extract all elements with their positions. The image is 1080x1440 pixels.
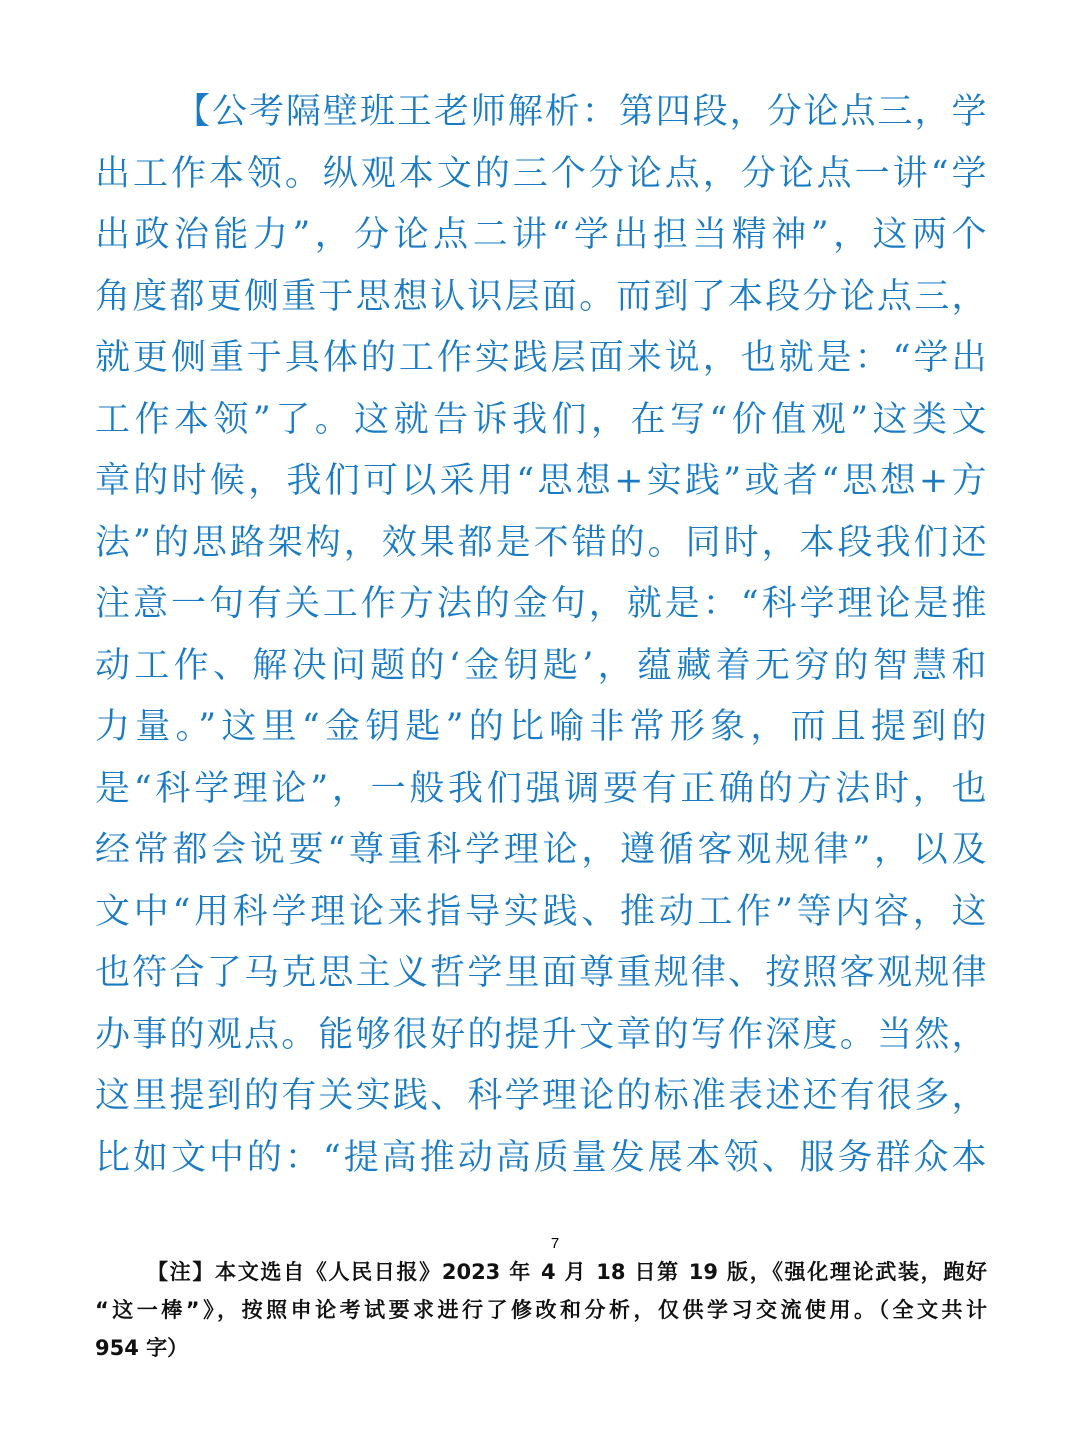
analysis-line: 办事的观点。能够很好的提升文章的写作深度。当然， bbox=[95, 1014, 987, 1055]
analysis-line: 动工作、解决问题的‘金钥匙’，蕴藏着无穷的智慧和 bbox=[95, 645, 987, 686]
analysis-line: 出工作本领。纵观本文的三个分论点，分论点一讲“学 bbox=[95, 153, 987, 194]
page-number: 7 bbox=[550, 1235, 560, 1252]
footnote-line: 954 字） bbox=[95, 1336, 189, 1360]
analysis-line: 经常都会说要“尊重科学理论，遵循客观规律”，以及 bbox=[95, 830, 987, 870]
analysis-line: 文中“用科学理论来指导实践、推动工作”等内容，这 bbox=[95, 891, 987, 932]
analysis-line: 角度都更侧重于思想认识层面。而到了本段分论点三， bbox=[95, 276, 987, 317]
analysis-line: 出政治能力”，分论点二讲“学出担当精神”，这两个 bbox=[95, 215, 987, 255]
footnote-line: 【注】本文选自《人民日报》2023 年 4 月 18 日第 19 版，《强化理论武装，跑好 bbox=[147, 1260, 987, 1284]
analysis-line: 注意一句有关工作方法的金句，就是：“科学理论是推 bbox=[95, 584, 987, 624]
analysis-line: 法”的思路架构，效果都是不错的。同时，本段我们还 bbox=[95, 522, 987, 563]
analysis-line: 也符合了马克思主义哲学里面尊重规律、按照客观规律 bbox=[95, 953, 987, 993]
analysis-paragraph bbox=[95, 82, 987, 1189]
analysis-line: 是“科学理论”，一般我们强调要有正确的方法时，也 bbox=[95, 768, 987, 809]
analysis-line: 章的时候，我们可以采用“思想+实践”或者“思想+方 bbox=[95, 461, 987, 501]
analysis-line: 就更侧重于具体的工作实践层面来说，也就是：“学出 bbox=[95, 338, 987, 378]
analysis-line: 力量。”这里“金钥匙”的比喻非常形象，而且提到的 bbox=[95, 707, 987, 747]
analysis-line: 工作本领”了。这就告诉我们，在写“价值观”这类文 bbox=[95, 399, 987, 440]
analysis-line: 比如文中的：“提高推动高质量发展本领、服务群众本 bbox=[95, 1137, 987, 1178]
analysis-line: 【公考隔壁班王老师解析：第四段，分论点三，学 bbox=[175, 92, 987, 132]
footnote-line: “这一棒”》，按照申论考试要求进行了修改和分析，仅供学习交流使用。（全文共计 bbox=[95, 1298, 987, 1322]
analysis-line: 这里提到的有关实践、科学理论的标准表述还有很多， bbox=[95, 1076, 987, 1116]
footnote bbox=[95, 1253, 987, 1367]
